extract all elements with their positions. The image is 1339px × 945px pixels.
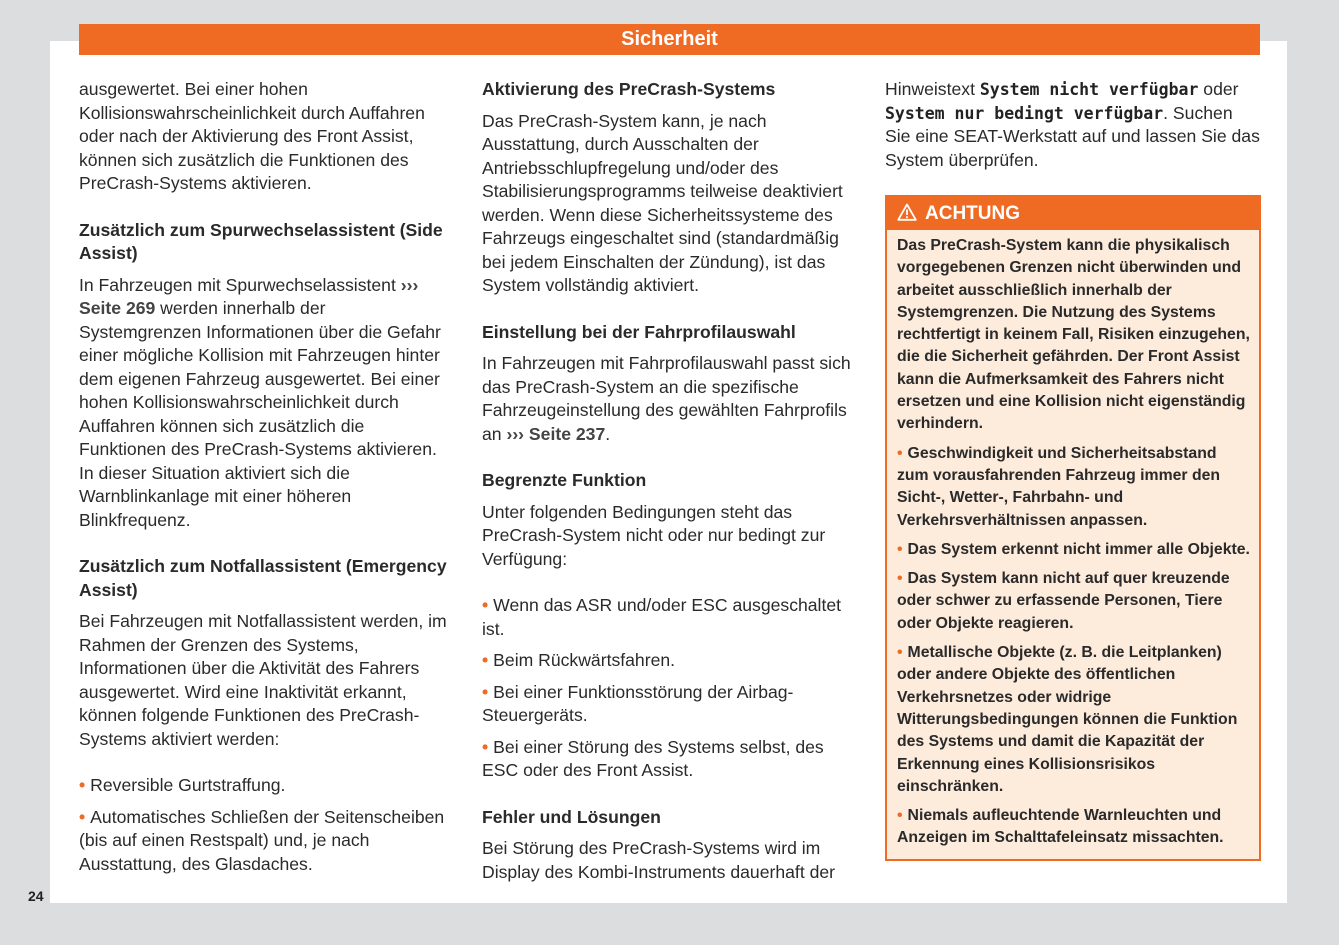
warning-header xyxy=(887,197,1259,230)
warning-list-item: • Metallische Objekte (z. B. die Leitplanken) oder andere Objekte des öffentlichen Verkehrsnetzes oder widrige Witterungsbedingungen können die Funktion des Systems und damit die Kapazität der Erkennung eines Kollisionsrisikos einschränken. xyxy=(897,644,1238,795)
errors-paragraph: Bei Störung des PreCrash-Systems wird im Display des Kombi-Instruments dauerhaft der xyxy=(482,838,836,882)
heading-activation: Aktivierung des PreCrash-Systems xyxy=(482,79,776,99)
display-message: System nicht verfügbar xyxy=(979,80,1199,99)
warning-list-item: • Das System erkennt nicht immer alle Objekte. xyxy=(897,540,1250,558)
warning-title: ACHTUNG xyxy=(925,203,1020,224)
emergency-assist-paragraph: Bei Fahrzeugen mit Notfallassistent werden, im Rahmen der Grenzen des Systems, Informationen über die Aktivität des Fahrers ausgewertet. Wird eine Inaktivität erkannt, können folgende Funktionen des PreCrash-Systems aktiviert werden: xyxy=(79,611,447,749)
heading-emergency-assist: Zusätzlich zum Notfallassistent (Emergency Assist) xyxy=(79,556,447,600)
bullet-icon: • xyxy=(482,595,489,615)
heading-profile: Einstellung bei der Fahrprofilauswahl xyxy=(482,321,796,342)
profile-paragraph: In Fahrzeugen mit Fahrprofilauswahl passt sich das PreCrash-System an die spezifische Fahrzeugeinstellung des gewählten Fahrprofils an ››› Seite 237. xyxy=(482,353,851,444)
list-item: • Automatisches Schließen der Seitenscheiben (bis auf einen Restspalt) und, je nach Ausstattung, des Glasdaches. xyxy=(79,806,445,874)
display-message: System nur bedingt verfügbar xyxy=(885,103,1164,123)
limited-paragraph: Unter folgenden Bedingungen steht das PreCrash-System nicht oder nur bedingt zur Verfügung: xyxy=(482,501,826,569)
page-number: 24 xyxy=(28,888,44,904)
list-item: • Bei einer Funktionsstörung der Airbag-Steuergeräts. xyxy=(482,681,794,725)
page-reference-link[interactable]: ››› Seite 269 xyxy=(79,274,419,318)
warning-list-item: • Das System kann nicht auf quer kreuzende oder schwer zu erfassende Personen, Tiere oder Objekte reagieren. xyxy=(897,570,1230,632)
bullet-icon: • xyxy=(482,650,489,670)
bullet-icon: • xyxy=(897,807,903,825)
bullet-icon: • xyxy=(482,681,489,702)
list-item: • Bei einer Störung des Systems selbst, des ESC oder des Front Assist. xyxy=(482,736,824,780)
bullet-icon: • xyxy=(897,540,903,558)
warning-list-item: • Niemals aufleuchtende Warnleuchten und Anzeigen im Schalttafeleinsatz missachten. xyxy=(897,807,1224,847)
continuation-paragraph: Hinweistext System nicht verfügbar oder System nur bedingt verfügbar. Suchen Sie eine SEAT-Werkstatt auf und lassen Sie das System überprüfen. xyxy=(885,79,1260,170)
column-3 xyxy=(885,78,1261,861)
bullet-icon: • xyxy=(79,806,86,827)
heading-side-assist: Zusätzlich zum Spurwechselassistent (Side Assist) xyxy=(79,219,443,263)
heading-errors: Fehler und Lösungen xyxy=(482,806,661,827)
warning-box xyxy=(885,195,1261,861)
warning-paragraph: Das PreCrash-System kann die physikalisch vorgegebenen Grenzen nicht überwinden und arbeitet ausschließlich innerhalb der Systemgrenzen. Die Nutzung des Systems rechtfertigt in keinem Fall, Risiken einzugehen, die die Sicherheit gefährden. Der Front Assist kann die Aufmerksamkeit des Fahrers nicht ersetzen und eine Kollision nicht eigenständig verhindern. xyxy=(897,237,1250,433)
warning-body xyxy=(887,230,1259,859)
warning-list-item: • Geschwindigkeit und Sicherheitsabstand zum vorausfahrenden Fahrzeug immer den Sicht-, Wetter-, Fahrbahn- und Verkehrsverhältnissen anpassen. xyxy=(897,444,1221,529)
bullet-icon: • xyxy=(897,644,903,662)
side-assist-paragraph: In Fahrzeugen mit Spurwechselassistent ››› Seite 269 werden innerhalb der Systemgrenzen Informationen über die Gefahr einer mögliche Kollision mit Fahrzeugen hinter dem eigenen Fahrzeug ausgewertet. Bei einer hohen Kollisionswahrscheinlichkeit durch Auffahren können sich zusätzlich die Funktionen des PreCrash-Systems aktivieren. In dieser Situation aktiviert sich die Warnblinkanlage mit einer höheren Blinkfrequenz. xyxy=(79,274,441,530)
list-item: • Reversible Gurtstraffung. xyxy=(79,775,286,795)
bullet-icon: • xyxy=(897,444,903,462)
warning-triangle-icon xyxy=(897,199,917,217)
bullet-icon: • xyxy=(897,570,903,588)
bullet-icon: • xyxy=(79,775,86,795)
intro-paragraph: ausgewertet. Bei einer hohen Kollisionswahrscheinlichkeit durch Auffahren oder nach der Aktivierung des Front Assist, können sich zusätzlich die Funktionen des PreCrash-Systems aktivieren. xyxy=(79,79,425,193)
column-2 xyxy=(482,78,857,907)
page-reference-link[interactable]: ››› Seite 237 xyxy=(506,423,606,444)
column-1 xyxy=(79,78,451,884)
list-item: • Beim Rückwärtsfahren. xyxy=(482,650,676,670)
section-header: Sicherheit xyxy=(79,24,1260,55)
heading-limited: Begrenzte Funktion xyxy=(482,470,647,490)
activation-paragraph: Das PreCrash-System kann, je nach Ausstattung, durch Ausschalten der Antriebsschlupfregelung und/oder des Stabilisierungsprogramms teilweise deaktiviert werden. Wenn diese Sicherheitssysteme des Fahrzeugs eingeschaltet sind (standardmäßig bei jedem Einschalten der Zündung), ist das System vollständig aktiviert. xyxy=(482,110,843,295)
bullet-icon: • xyxy=(482,736,489,757)
list-item: • Wenn das ASR und/oder ESC ausgeschaltet ist. xyxy=(482,595,842,639)
